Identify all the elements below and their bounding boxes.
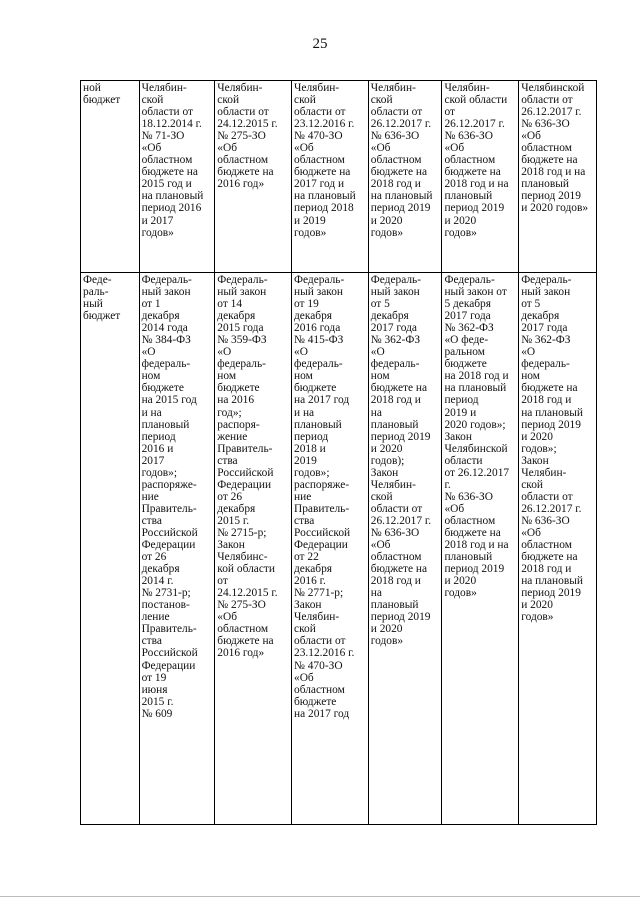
cell-text: Федераль- ный закон от 5 декабря 2017 года № 362-ФЗ «О федераль- ном бюджете на 2018 год и на плановый период 2019 и 2020 годов); Закон Челябин- ской области от 26.12.2017 г. № 636-ЗО «Об областном бюджете на 2018 год и на плановый период 2019 и 2020 годов» [370,274,432,648]
cell-text: Челябин- ской области от 18.12.2014 г. № 71-ЗО «Об областном бюджете на 2015 год и на плановый период 2016 и 2017 годов» [141,82,204,239]
cell-text: Федераль- ный закон от 19 декабря 2016 года № 415-ФЗ «О федераль- ном бюджете на 2017 год и на плановый период 2018 и 2019 годов»; распоряже- ние Правитель- ства Российской Федерации от 22 декабря 2016 г. № 2771-р; Закон Челябин- ской области от 23.12.2016 г. № 470-ЗО «Об областном бюджете на 2017 год [294,274,355,720]
cell-text: Челябин- ской области от 24.12.2015 г. № 275-ЗО «Об областном бюджете на 2016 год» [217,82,278,191]
cell-text: Федераль- ный закон от 5 декабря 2017 года № 362-ФЗ «О федераль- ном бюджете на 2018 год и на плановый период 2019 и 2020 годов»; Закон Челябин- ской области от 26.12.2017 г. № 636-ЗО «Об областном бюджете на 2018 год и на плановый период 2019 и 2020 годов» [521,274,583,624]
table-cell [139,81,215,273]
cell-text: Челябин- ской области от 26.12.2017 г. № 636-ЗО «Об областном бюджете на 2018 год и на плановый период 2019 и 2020 годов» [444,82,509,239]
table-cell [368,81,442,273]
page-bottom-rule [0,896,640,897]
row-label: Феде- раль- ный бюджет [83,274,121,323]
table-cell [215,81,292,273]
cell-text: Челябин- ской области от 23.12.2016 г. № 470-ЗО «Об областном бюджете на 2017 год и на плановый период 2018 и 2019 годов» [294,82,356,239]
cell-text: Челябин- ской области от 26.12.2017 г. № 636-ЗО «Об областном бюджете на 2018 год и на плановый период 2019 и 2020 годов» [370,82,433,239]
table-cell [519,81,597,273]
table-cell [292,81,369,273]
budget-table [80,80,597,825]
table-row [81,81,597,273]
cell-text: Федераль- ный закон от 14 декабря 2015 года № 359-ФЗ «О федераль- ном бюджете на 2016 год»; распоря- жение Правитель- ства Российской Федерации от 26 декабря 2015 г. № 2715-р; Закон Челябинс- кой области от 24.12.2015 г. № 275-ЗО «Об областном бюджете на 2016 год» [217,274,278,660]
table-cell [368,273,442,825]
table-row [81,273,597,825]
table-cell [139,273,215,825]
cell-text: Челябинской области от 26.12.2017 г. № 636-ЗО «Об областном бюджете на 2018 год и на плановый период 2019 и 2020 годов» [521,82,589,215]
table-cell [442,273,519,825]
table-cell [292,273,369,825]
table-cell [519,273,597,825]
page-number: 25 [312,36,328,52]
cell-text: Федераль- ный закон от 5 декабря 2017 года № 362-ФЗ «О феде- ральном бюджете на 2018 год и на плановый период 2019 и 2020 годов»; Закон Челябинской области от 26.12.2017 г. № 636-ЗО «Об областном бюджете на 2018 год и на плановый период 2019 и 2020 годов» [444,274,510,600]
row-label-cell [81,273,140,825]
table-cell [215,273,292,825]
row-label-cell [81,81,140,273]
row-label: ной бюджет [83,82,121,107]
cell-text: Федераль- ный закон от 1 декабря 2014 года № 384-ФЗ «О федераль- ном бюджете на 2015 год и на плановый период 2016 и 2017 годов»; распоряже- ние Правитель- ства Российской Федерации от 26 декабря 2014 г. № 2731-р; постанов- ление Правитель- ства Российской Федерации от 19 июня 2015 г. № 609 [141,274,198,720]
table-cell [442,81,519,273]
